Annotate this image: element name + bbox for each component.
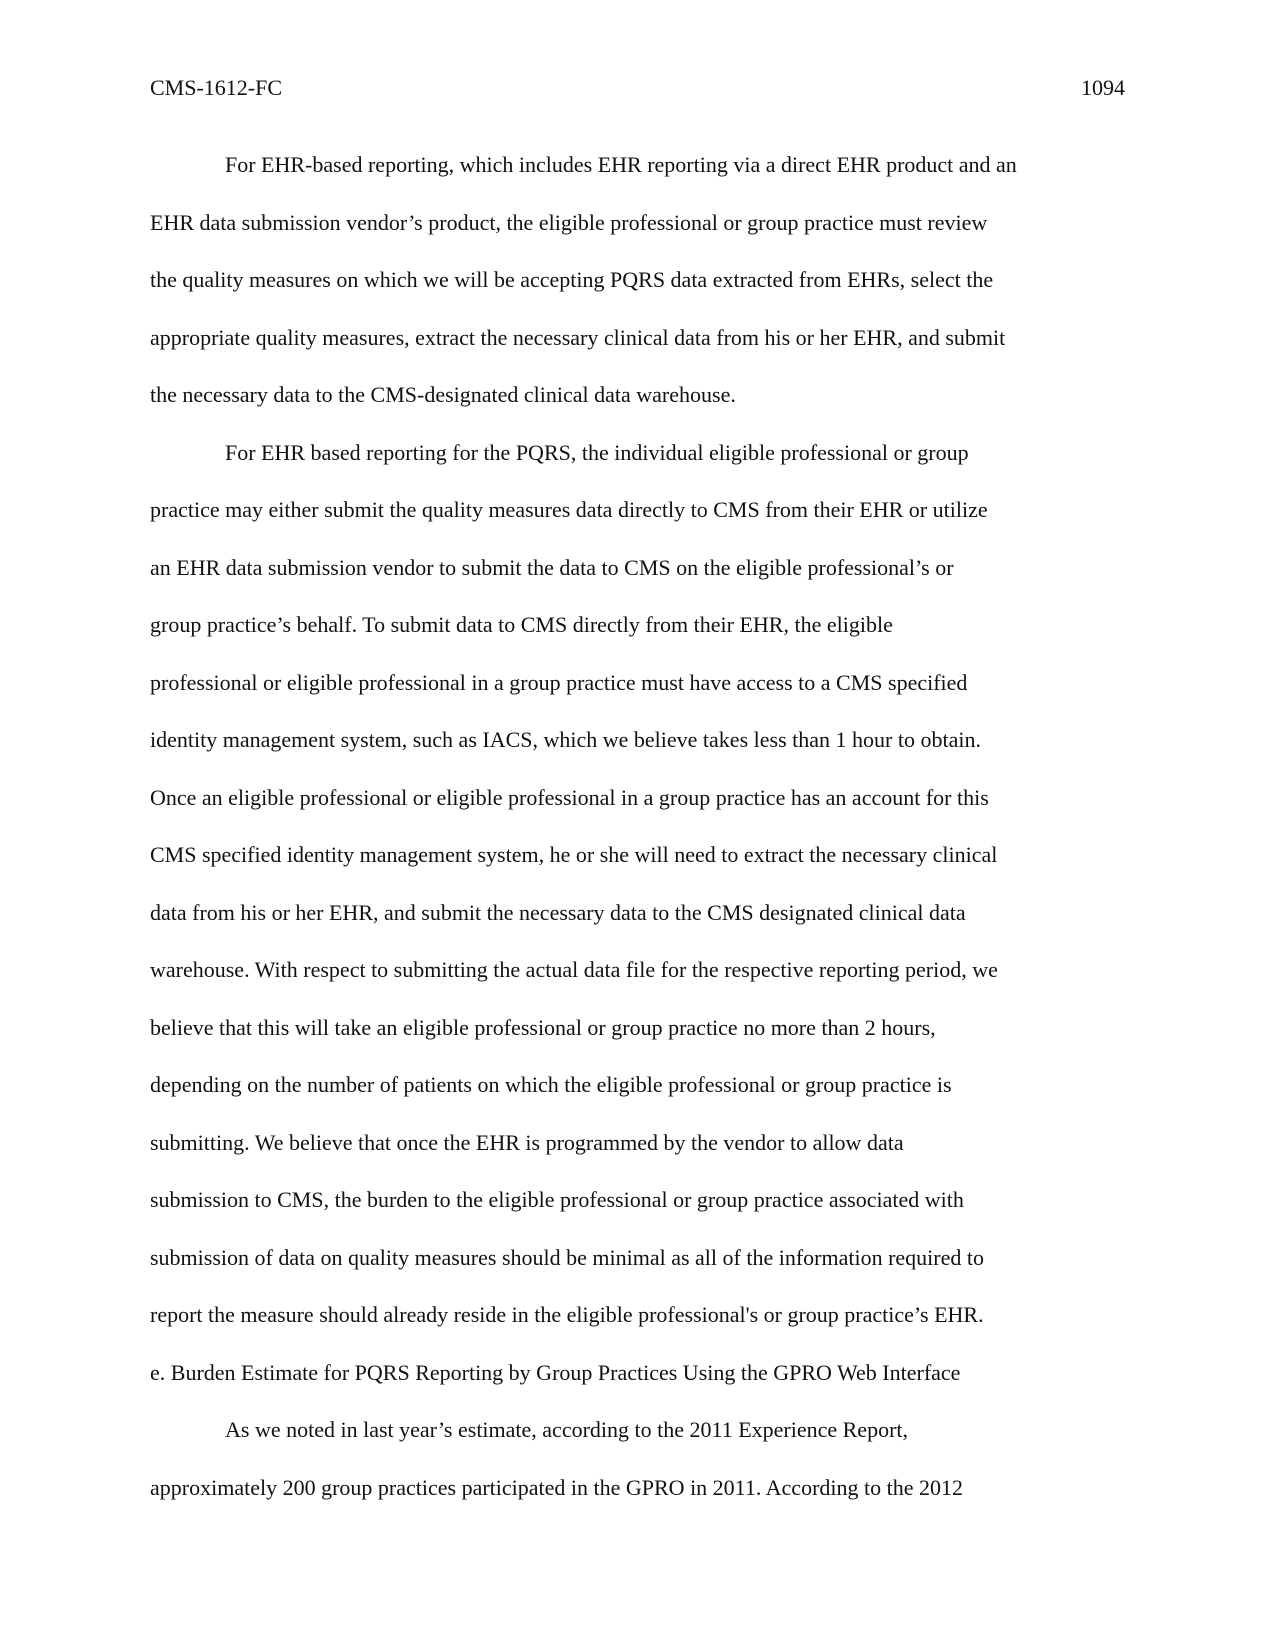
- paragraph-line: identity management system, such as IACS, which we believe takes less than 1 hour to obtain.: [150, 727, 981, 752]
- paragraph-line: an EHR data submission vendor to submit the data to CMS on the eligible professional’s or: [150, 554, 954, 580]
- paragraph-line: submission of data on quality measures should be minimal as all of the information required to: [150, 1244, 985, 1270]
- paragraph-line: For EHR-based reporting, which includes EHR reporting via a direct EHR product and an: [225, 152, 1017, 177]
- paragraph-line: EHR data submission vendor’s product, the eligible professional or group practice must review: [150, 209, 988, 235]
- paragraph-line: the quality measures on which we will be accepting PQRS data extracted from EHRs, select the: [150, 267, 994, 292]
- paragraph-line: group practice’s behalf. To submit data to CMS directly from their EHR, the eligible: [150, 612, 893, 637]
- document-id: CMS-1612-FC: [150, 75, 283, 100]
- paragraph-line: submission to CMS, the burden to the eligible professional or group practice associated with: [150, 1187, 964, 1212]
- document-body: [150, 136, 1126, 1516]
- paragraph-line: professional or eligible professional in a group practice must have access to a CMS specified: [150, 669, 968, 695]
- paragraph-line: depending on the number of patients on which the eligible professional or group practice is: [150, 1072, 952, 1097]
- page-number: 1094: [1081, 75, 1125, 100]
- page-header: [150, 73, 1125, 103]
- paragraph-line: For EHR based reporting for the PQRS, the individual eligible professional or group: [225, 439, 969, 465]
- paragraph-line: Once an eligible professional or eligible professional in a group practice has an account for this: [150, 784, 989, 810]
- paragraph-line: approximately 200 group practices participated in the GPRO in 2011. According to the 2012: [150, 1474, 964, 1500]
- paragraph-line: the necessary data to the CMS-designated clinical data warehouse.: [150, 382, 736, 407]
- paragraph-line: appropriate quality measures, extract the necessary clinical data from his or her EHR, and submit: [150, 324, 1006, 350]
- paragraph-line: submitting. We believe that once the EHR is programmed by the vendor to allow data: [150, 1129, 904, 1155]
- paragraph-line: believe that this will take an eligible professional or group practice no more than 2 hours,: [150, 1014, 936, 1040]
- paragraph-line: data from his or her EHR, and submit the necessary data to the CMS designated clinical data: [150, 899, 966, 925]
- paragraph-line: warehouse. With respect to submitting the actual data file for the respective reporting period, we: [150, 957, 998, 982]
- paragraph-line: practice may either submit the quality measures data directly to CMS from their EHR or utilize: [150, 497, 988, 522]
- paragraph-line: report the measure should already reside in the eligible professional's or group practice’s EHR.: [150, 1302, 984, 1327]
- paragraph-line: CMS specified identity management system, he or she will need to extract the necessary clinical: [150, 842, 998, 867]
- paragraph-line: As we noted in last year’s estimate, according to the 2011 Experience Report,: [225, 1417, 909, 1442]
- section-heading: e. Burden Estimate for PQRS Reporting by Group Practices Using the GPRO Web Interface: [150, 1359, 961, 1385]
